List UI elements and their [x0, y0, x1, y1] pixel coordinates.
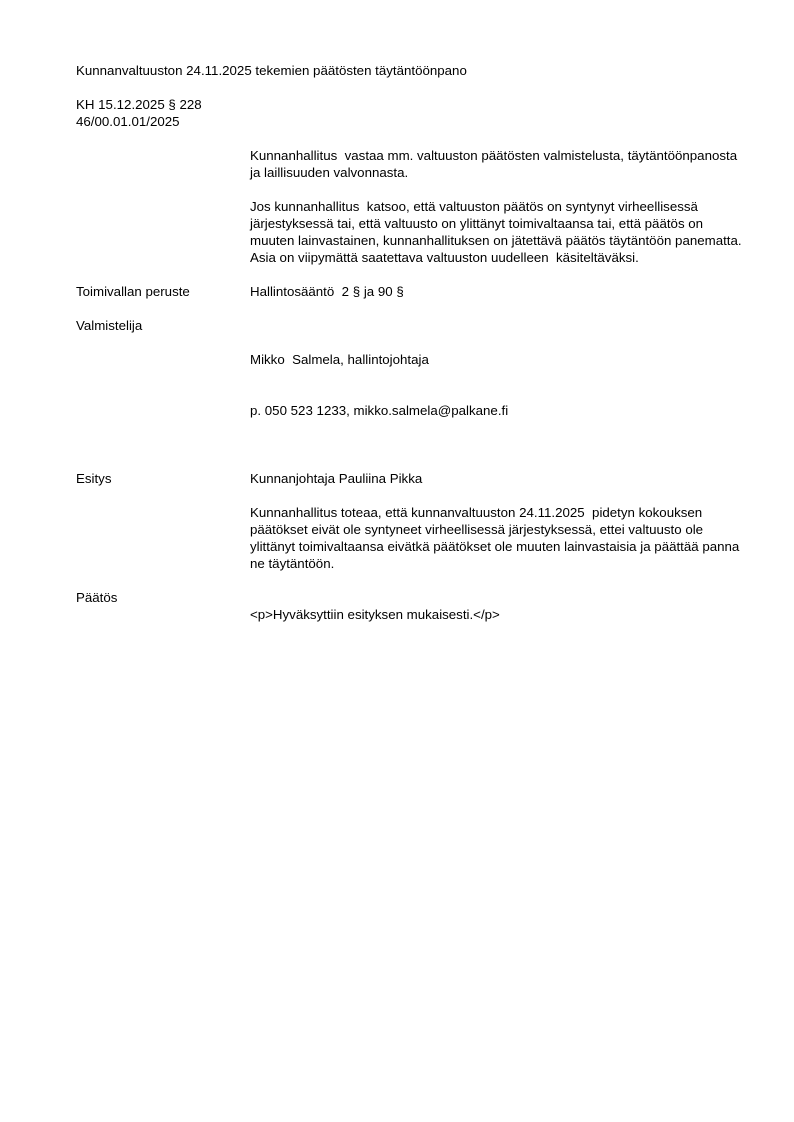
intro-paragraph-2: Jos kunnanhallitus katsoo, että valtuuston päätös on syntynyt virheellisessä järjestyksessä tai, että valtuusto on ylittänyt toimivaltaansa tai, että päätös on muuten lainvastainen, kunnanhallituksen on jätettävä päätös täytäntöön panematta. Asia on viipymättä saatettava valtuuston uudelleen käsiteltäväksi. — [250, 199, 745, 265]
field-esitys — [76, 470, 752, 487]
intro-paragraph-1-row — [76, 147, 752, 181]
field-label: Valmistelija — [76, 318, 143, 333]
field-label: Toimivallan peruste — [76, 284, 190, 299]
intro-paragraph-1: Kunnanhallitus vastaa mm. valtuuston päätösten valmistelusta, täytäntöönpanosta ja laillisuuden valvonnasta. — [250, 148, 741, 180]
field-label: Päätös — [76, 590, 118, 605]
decision-text: <p>Hyväksyttiin esityksen mukaisesti.</p> — [250, 607, 500, 622]
document-title: Kunnanvaltuuston 24.11.2025 tekemien päätösten täytäntöönpano — [76, 63, 467, 78]
field-valmistelija — [76, 317, 752, 453]
preparer-contact: p. 050 523 1233, mikko.salmela@palkane.fi — [250, 403, 509, 418]
meeting-reference: KH 15.12.2025 § 228 — [76, 97, 202, 112]
field-value — [250, 317, 750, 453]
esitys-paragraph: Kunnanhallitus toteaa, että kunnanvaltuuston 24.11.2025 pidetyn kokouksen päätökset eivät ole syntyneet virheellisessä järjestyksessä, ettei valtuusto ole ylittänyt toimivaltaansa eivätkä päätökset ole muuten lainvastaisia ja päättää panna ne täytäntöön. — [250, 505, 744, 571]
case-reference — [76, 96, 752, 130]
case-number: 46/00.01.01/2025 — [76, 114, 180, 129]
preparer-name: Mikko Salmela, hallintojohtaja — [250, 352, 429, 367]
field-label: Esitys — [76, 471, 112, 486]
field-paatos-label-row — [76, 589, 752, 606]
field-paatos-value-row — [76, 606, 752, 623]
esitys-paragraph-row — [76, 504, 752, 572]
document-body — [76, 62, 752, 640]
field-value: Kunnanjohtaja Pauliina Pikka — [250, 471, 423, 486]
field-value: Hallintosääntö 2 § ja 90 § — [250, 284, 404, 299]
intro-paragraph-2-row — [76, 198, 752, 266]
field-toimivallan-peruste — [76, 283, 752, 300]
